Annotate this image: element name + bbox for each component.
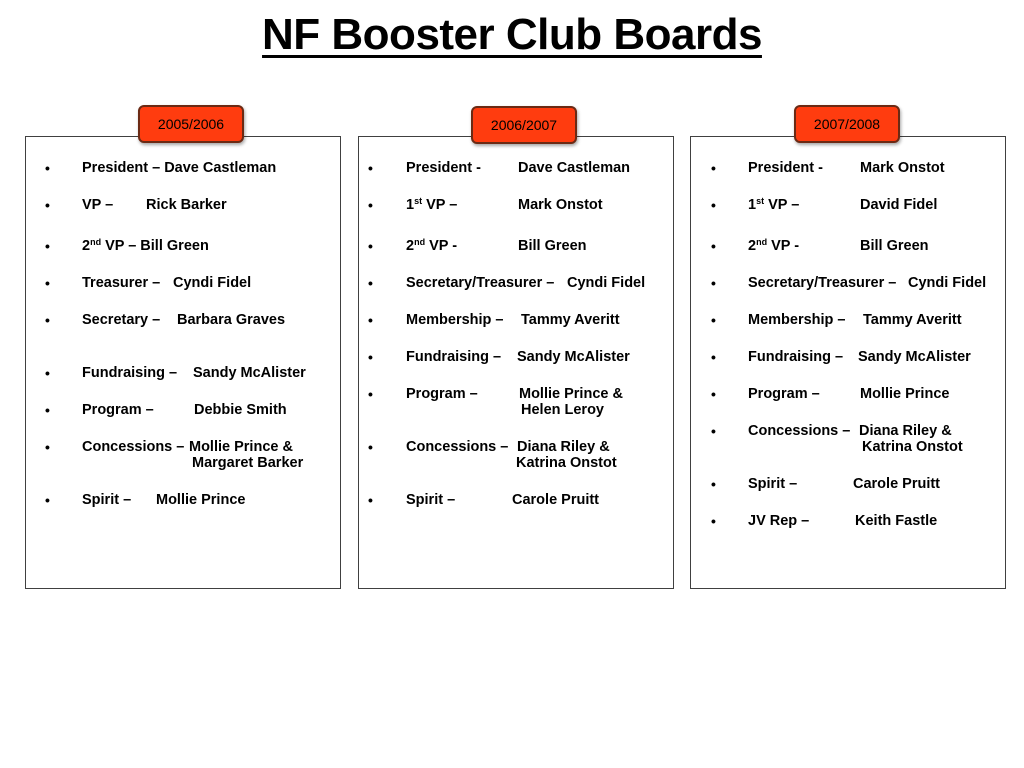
bullet-icon: • — [45, 275, 50, 291]
bullet-icon: • — [368, 238, 373, 254]
board-role: Secretary/Treasurer – — [748, 275, 897, 291]
bullet-icon: • — [711, 238, 716, 254]
board-member-name: Diana Riley & — [859, 423, 952, 439]
year-tab: 2007/2008 — [794, 105, 900, 143]
bullet-icon: • — [45, 402, 50, 418]
board-role: 2nd VP – Bill Green — [82, 237, 209, 254]
board-role: Spirit – — [406, 492, 456, 508]
bullet-icon: • — [368, 386, 373, 402]
board-member-name: David Fidel — [860, 197, 938, 213]
bullet-icon: • — [711, 275, 716, 291]
board-role: President - — [748, 160, 823, 176]
board-member-name: Sandy McAlister — [858, 349, 971, 365]
bullet-icon: • — [45, 160, 50, 176]
bullet-icon: • — [45, 365, 50, 381]
bullet-icon: • — [368, 160, 373, 176]
board-role: 2nd VP - — [748, 237, 800, 254]
board-role: Membership – — [406, 312, 504, 328]
bullet-icon: • — [711, 197, 716, 213]
year-tab: 2006/2007 — [471, 106, 577, 144]
board-member-name: Keith Fastle — [855, 513, 938, 529]
bullet-icon: • — [711, 160, 716, 176]
board-role: Secretary – — [82, 312, 161, 328]
board-role: VP – — [82, 197, 114, 213]
board-member-name: Mollie Prince & — [189, 439, 293, 455]
board-role: Fundraising – — [748, 349, 844, 365]
board-role: Fundraising – — [82, 365, 178, 381]
board-member-name: Sandy McAlister — [517, 349, 630, 365]
board-member-name: Cyndi Fidel — [908, 275, 987, 291]
bullet-icon: • — [368, 197, 373, 213]
board-role: Program – — [748, 386, 820, 402]
board-member-name: Rick Barker — [146, 197, 227, 213]
board-role: 1st VP – — [748, 196, 800, 213]
board-member-name: Carole Pruitt — [512, 492, 600, 508]
bullet-icon: • — [45, 312, 50, 328]
board-member-name: Sandy McAlister — [193, 365, 306, 381]
board-role: Program – — [406, 386, 478, 402]
board-role: 2nd VP - — [406, 237, 458, 254]
board-member-name: Dave Castleman — [518, 160, 631, 176]
board-member-name: Debbie Smith — [194, 402, 287, 418]
board-role: Treasurer – — [82, 275, 161, 291]
board-member-name: Mollie Prince — [156, 492, 246, 508]
bullet-icon: • — [711, 423, 716, 439]
bullet-icon: • — [368, 312, 373, 328]
bullet-icon: • — [45, 197, 50, 213]
board-role: Spirit – — [82, 492, 132, 508]
board-member-name: Tammy Averitt — [863, 312, 962, 328]
board-member-name: Cyndi Fidel — [173, 275, 252, 291]
board-role: Concessions – — [82, 439, 185, 455]
board-member-name: Mark Onstot — [860, 160, 945, 176]
bullet-icon: • — [45, 439, 50, 455]
board-role: Concessions – — [406, 439, 509, 455]
board-member-name: Mark Onstot — [518, 197, 603, 213]
board-role: President - — [406, 160, 481, 176]
year-tab: 2005/2006 — [138, 105, 244, 143]
bullet-icon: • — [368, 439, 373, 455]
board-member-name: Mollie Prince — [860, 386, 950, 402]
board-role: Secretary/Treasurer – — [406, 275, 555, 291]
board-role: President – Dave Castleman — [82, 160, 277, 176]
board-role: Fundraising – — [406, 349, 502, 365]
board-member-name: Margaret Barker — [192, 455, 304, 471]
board-member-name: Carole Pruitt — [853, 476, 941, 492]
board-member-name: Tammy Averitt — [521, 312, 620, 328]
board-role: Concessions – — [748, 423, 851, 439]
bullet-icon: • — [711, 349, 716, 365]
board-member-name: Bill Green — [860, 238, 929, 254]
board-role: Spirit – — [748, 476, 798, 492]
bullet-icon: • — [711, 476, 716, 492]
board-member-name: Barbara Graves — [177, 312, 286, 328]
board-member-name: Katrina Onstot — [516, 455, 617, 471]
bullet-icon: • — [368, 492, 373, 508]
board-member-name: Helen Leroy — [521, 402, 604, 418]
bullet-icon: • — [368, 349, 373, 365]
bullet-icon: • — [45, 492, 50, 508]
board-member-name: Cyndi Fidel — [567, 275, 646, 291]
board-role: Membership – — [748, 312, 846, 328]
board-role: 1st VP – — [406, 196, 458, 213]
board-member-name: Diana Riley & — [517, 439, 610, 455]
board-member-name: Mollie Prince & — [519, 386, 623, 402]
bullet-icon: • — [368, 275, 373, 291]
board-role: Program – — [82, 402, 154, 418]
bullet-icon: • — [711, 386, 716, 402]
page-title: NF Booster Club Boards — [262, 10, 762, 59]
board-role: JV Rep – — [748, 513, 810, 529]
bullet-icon: • — [711, 513, 716, 529]
board-member-name: Katrina Onstot — [862, 439, 963, 455]
board-member-name: Bill Green — [518, 238, 587, 254]
bullet-icon: • — [45, 238, 50, 254]
bullet-icon: • — [711, 312, 716, 328]
